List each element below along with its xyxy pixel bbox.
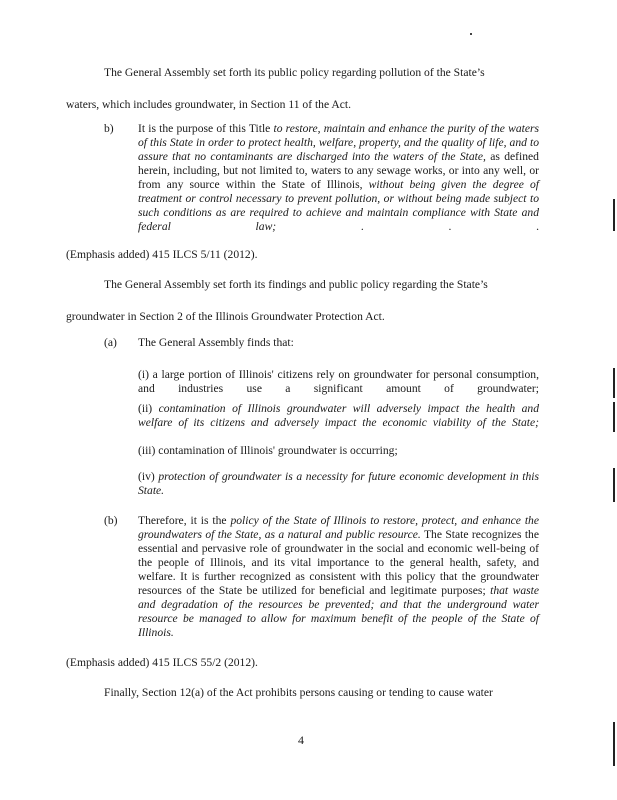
subsection-b-label: b): [104, 122, 114, 135]
scan-speck: [470, 33, 472, 35]
quote-section-11: It is the purpose of this Title to restore, maintain and enhance the purity of the waters of this State in order to protect health, welfare, property, and the quality of life, and to assure that no contaminants are discharged into the waters of the State, as defined herein, including, but not limited to, waters to any sewage works, or into any well, or from any source within the State of Illinois, without being given the degree of treatment or control necessary to prevent pollution, or without being made subject to such conditions as are required to achieve and maintain compliance with State and federal law; . . .: [138, 122, 540, 233]
revision-bar: [613, 368, 615, 398]
subsection-b-label-2: (b): [104, 514, 118, 527]
revision-bar: [613, 722, 615, 766]
finding-i: (i) a large portion of Illinois' citizens rely on groundwater for personal consumption, and industries use a significant amount of groundwater;: [138, 368, 539, 395]
citation-415-ilcs-55-2: (Emphasis added) 415 ILCS 55/2 (2012).: [66, 656, 258, 669]
policy-b: Therefore, it is the policy of the State of Illinois to restore, protect, and enhance the groundwaters of the State, as a natural and public resource. The State recognizes the essential and pervasive role of groundwater in the social and economic well-being of the people of Illinois, and its vital importance to the general health, safety, and welfare. It is further recognized as consistent with this policy that the groundwater resources of the State be utilized for beneficial and legitimate purposes; that waste and degradation of the resources be prevented; and that the underground water resource be managed to allow for maximum benefit of the people of the State of Illinois.: [138, 514, 539, 639]
finding-iv: (iv) protection of groundwater is a necessity for future economic development in this State.: [138, 470, 539, 497]
subsection-a-text: The General Assembly finds that:: [138, 336, 294, 349]
page-number: 4: [298, 733, 304, 747]
paragraph-2-line-2: groundwater in Section 2 of the Illinois Groundwater Protection Act.: [66, 310, 385, 323]
finding-ii: (ii) contamination of Illinois groundwater will adversely impact the health and welfare of its citizens and adversely impact the economic viability of the State;: [138, 402, 539, 429]
subsection-a-label: (a): [104, 336, 117, 349]
paragraph-3-line-1: Finally, Section 12(a) of the Act prohibits persons causing or tending to cause water: [104, 686, 493, 699]
paragraph-2-line-1: The General Assembly set forth its findings and public policy regarding the State’s: [104, 278, 488, 291]
revision-bar: [613, 402, 615, 432]
citation-415-ilcs-5-11: (Emphasis added) 415 ILCS 5/11 (2012).: [66, 248, 258, 261]
paragraph-1-line-2: waters, which includes groundwater, in Section 11 of the Act.: [66, 98, 352, 111]
revision-bar: [613, 468, 615, 502]
revision-bar: [613, 199, 615, 231]
paragraph-1-line-1: The General Assembly set forth its public policy regarding pollution of the State’s: [104, 66, 485, 79]
finding-iii: (iii) contamination of Illinois' groundwater is occurring;: [138, 444, 398, 457]
